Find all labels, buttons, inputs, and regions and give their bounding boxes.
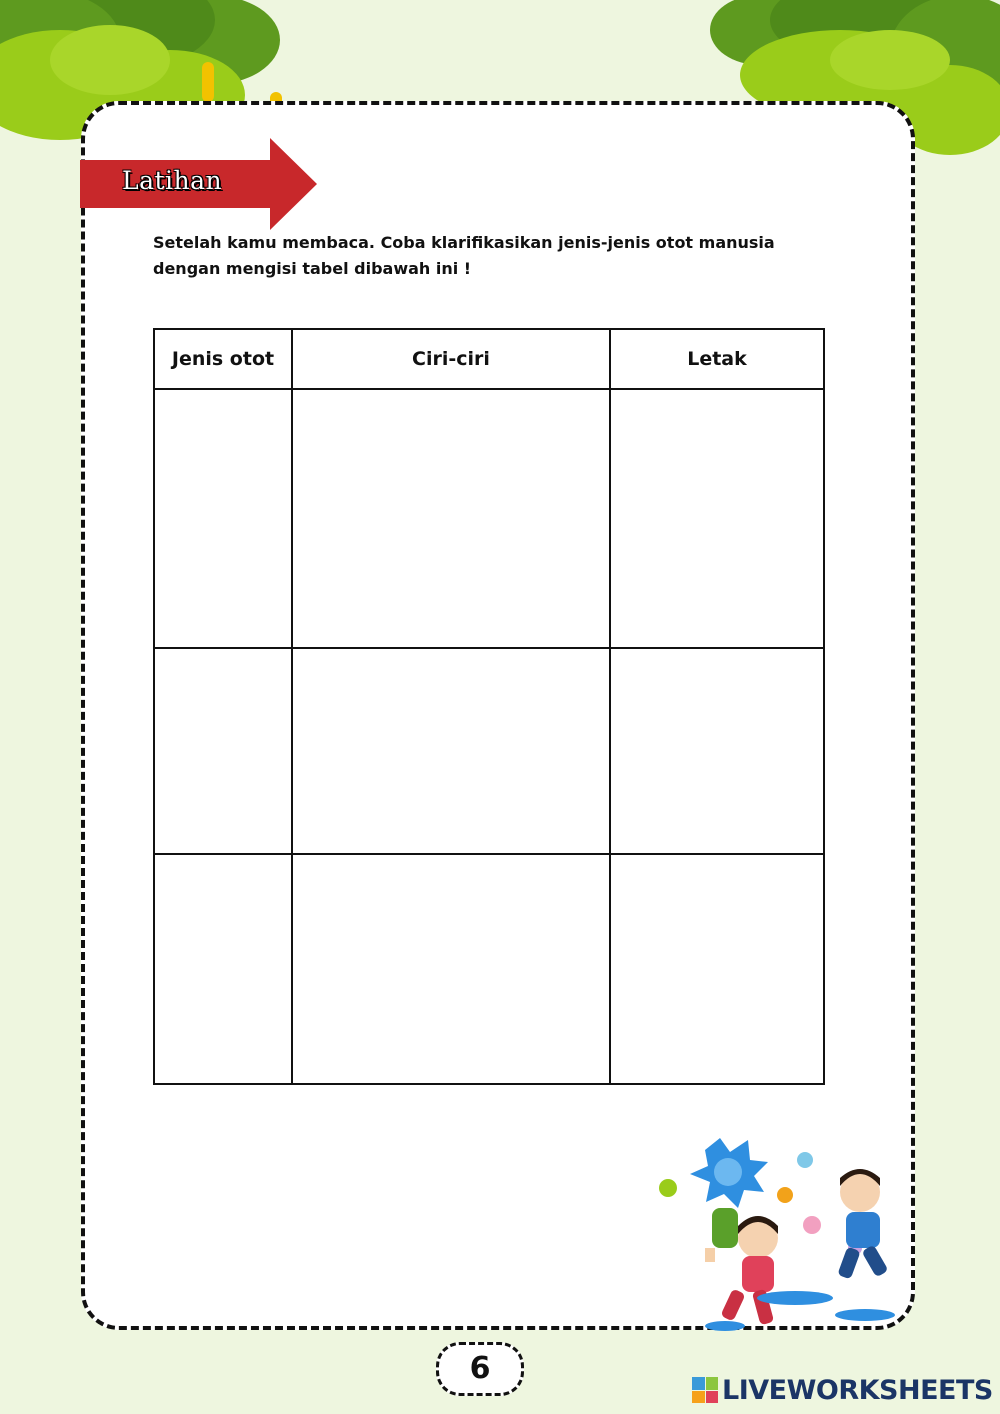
answer-cell-letak[interactable]: [610, 854, 824, 1084]
table-row: [154, 648, 824, 854]
instruction-text: Setelah kamu membaca. Coba klarifikasikan jenis-jenis otot manusia dengan mengisi tabel dibawah ini !: [153, 233, 775, 278]
table-row: [154, 854, 824, 1084]
answer-cell-jenis-otot[interactable]: [154, 854, 292, 1084]
brand-name: LIVEWORKSHEETS: [722, 1374, 993, 1406]
table-row: [154, 389, 824, 648]
answer-cell-letak[interactable]: [610, 389, 824, 648]
answer-cell-ciri-ciri[interactable]: [292, 854, 610, 1084]
answer-cell-ciri-ciri[interactable]: [292, 389, 610, 648]
header-ciri-ciri: Ciri-ciri: [292, 329, 610, 389]
children-playing-illustration: [650, 1130, 920, 1340]
answer-cell-ciri-ciri[interactable]: [292, 648, 610, 854]
table-header-row: [154, 329, 824, 389]
page-number: 6: [436, 1342, 524, 1396]
liveworksheets-brand: [692, 1372, 993, 1408]
header-jenis-otot: Jenis otot: [154, 329, 292, 389]
answer-cell-jenis-otot[interactable]: [154, 389, 292, 648]
answer-cell-jenis-otot[interactable]: [154, 648, 292, 854]
answer-table: [153, 328, 825, 1085]
liveworksheets-logo-icon: [692, 1377, 718, 1403]
section-title: Latihan: [122, 166, 223, 195]
header-letak: Letak: [610, 329, 824, 389]
answer-cell-letak[interactable]: [610, 648, 824, 854]
